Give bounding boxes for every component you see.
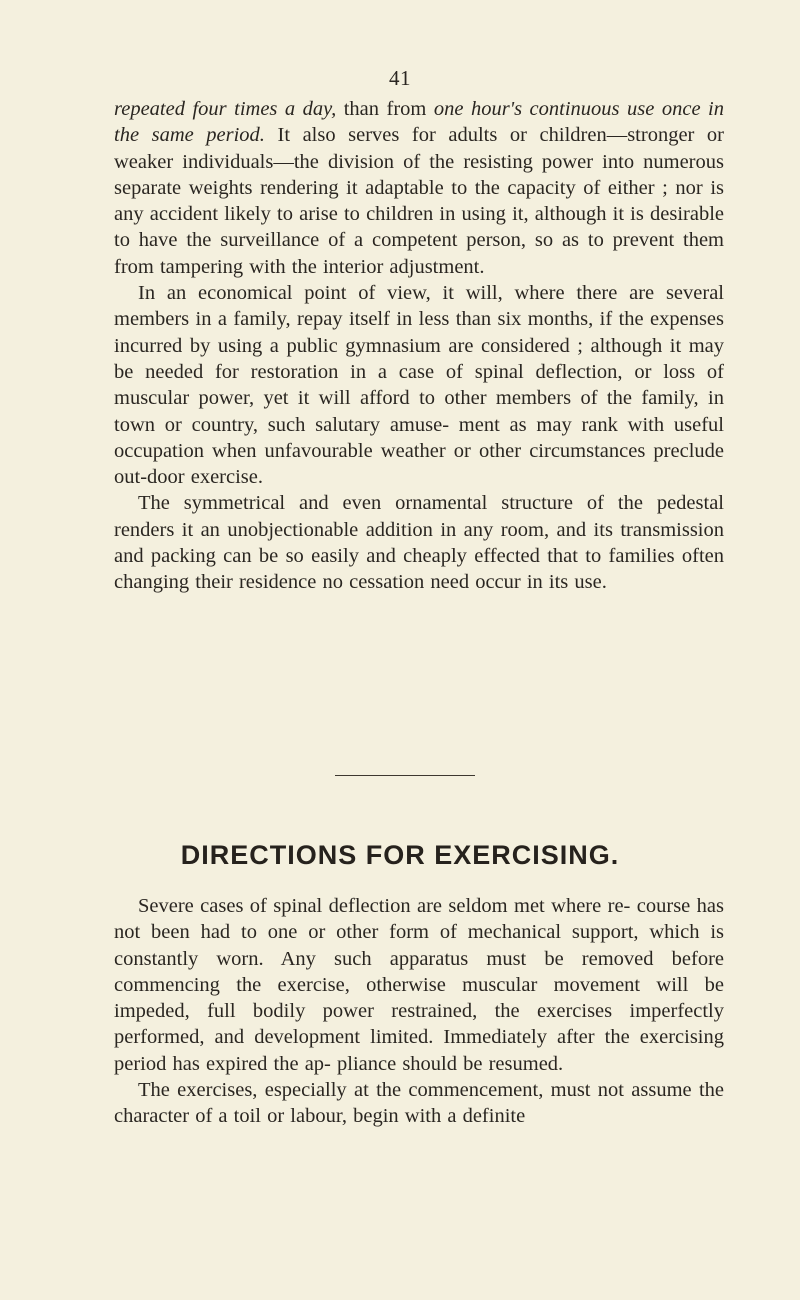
paragraph-exercises: The exercises, especially at the commencement, must not assume the character of a toil or labour, begin with a definite (114, 1079, 724, 1128)
section-divider (335, 775, 475, 776)
paragraph-pedestal: The symmetrical and even ornamental structure of the pedestal renders it an unobjectionable addition in any room, and its transmission and packing can be so easily and cheaply effected that to families often changing their residence no cessation need occur in its use. (114, 492, 724, 594)
italic-phrase: repeated four times a day, (114, 98, 337, 120)
text-run: than from (336, 98, 434, 120)
paragraph-severe-cases: Severe cases of spinal deflection are seldom met where re- course has not been had to one or other form of mechanical support, which is constantly worn. Any such apparatus must be removed before commencing the exercise, otherwise muscular movement will be impeded, full bodily power restrained, the exercises imperfectly performed, and development limited. Immediately after the exercising period has expired the ap- pliance should be resumed. (114, 895, 724, 1075)
body-text-bottom (114, 893, 724, 1130)
paragraph-economical: In an economical point of view, it will, where there are several members in a family, repay itself in less than six months, if the expenses incurred by using a public gymnasium are considered ; although it may be needed for restoration in a case of spinal deflection, or loss of muscular power, yet it will afford to other members of the family, in town or country, such salutary amuse- ment as may rank with useful occupation when unfavourable weather or other circumstances preclude out-door exercise. (114, 282, 724, 489)
text-run: It also serves for adults or children—stronger or weaker individuals—the division of the resisting power into numerous separate weights rendering it adaptable to the capacity of either ; nor is any accident likely to arise to children in using it, although it is desirable to have the surveillance of a competent person, so as to prevent them from tampering with the interior adjustment. (114, 124, 725, 278)
italic-phrase: one hour's continuous use once in the same period. (114, 98, 724, 147)
paragraph-continuation (114, 96, 724, 280)
page-number: 41 (389, 66, 411, 90)
section-heading: DIRECTIONS FOR EXERCISING. (180, 840, 620, 870)
body-text-top (114, 96, 724, 596)
